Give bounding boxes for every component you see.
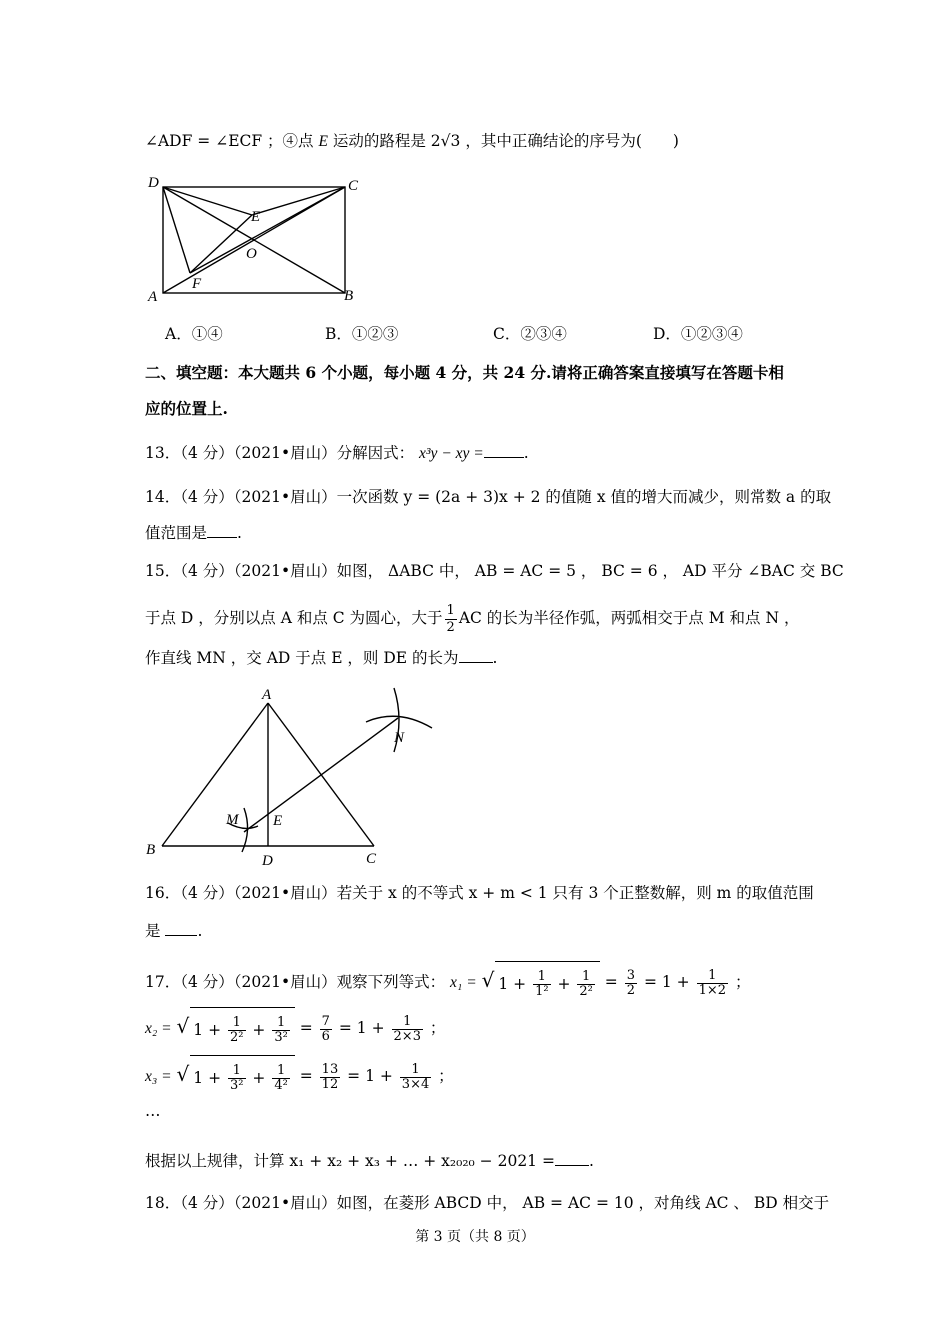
x2-r-d: 6 — [321, 1028, 330, 1044]
tri-label-b: B — [146, 842, 156, 858]
tri-label-d: D — [262, 853, 273, 869]
rectangle-figure — [140, 170, 370, 314]
sqrt-icon: √ — [481, 968, 495, 992]
q17-intro: 17．（4 分）（2021•眉山）观察下列等式： — [145, 973, 446, 991]
q17-blank[interactable] — [555, 1150, 589, 1166]
question-14-line-2 — [145, 522, 242, 544]
sqrt-icon: √ — [176, 1062, 190, 1086]
section2-heading-1: 二、填空题：本大题共 6 个小题，每小题 4 分，共 24 分.请将正确答案直接填写在答题卡相 — [145, 363, 784, 382]
x1-d: 2² — [579, 984, 593, 999]
question-17-line-1: 17．（4 分）（2021•眉山）观察下列等式： x₁ = √ 1 + $\frac{1}{\text{1²}}$ + $\frac{1}{\text{2²}}$ = $\frac{3}{2}$ = 1 + $\frac{1}{1\times 2}$ ； — [145, 958, 750, 1002]
x2-end: ； — [429, 1019, 446, 1037]
x1-r-d: 2 — [626, 982, 635, 998]
rect-label-f: F — [192, 276, 202, 292]
tri-label-c: C — [366, 851, 377, 867]
tri-label-a: A — [262, 687, 272, 703]
q17-rule-prefix: 根据以上规律，计算 x₁ + x₂ + x₃ + … + x₂₀₂₀ − 2021 = — [145, 1152, 555, 1170]
x3-b: 3² — [230, 1078, 244, 1093]
q15-blank[interactable] — [459, 647, 493, 663]
q12-options — [165, 322, 805, 344]
x2-lhs: x₂ = — [145, 1020, 172, 1037]
tri-label-e: E — [273, 813, 283, 829]
x3-radicand: 1 + $\frac{1}{\text{3²}}$ + $\frac{1}{\text{4²}}$ — [190, 1055, 295, 1100]
q15-line3-suffix: . — [492, 649, 498, 667]
tri-label-n: N — [394, 730, 405, 746]
x1-t-d: 1×2 — [698, 982, 727, 998]
rect-label-b: B — [344, 288, 354, 304]
q12-tail-line — [145, 130, 679, 153]
q13-blank[interactable] — [484, 442, 524, 458]
x1-c: 1 — [577, 970, 594, 985]
x2-radicand: 1 + $\frac{1}{\text{2²}}$ + $\frac{1}{\text{3²}}$ — [190, 1007, 295, 1052]
x3-t-d: 3×4 — [401, 1076, 430, 1092]
x2-t-d: 2×3 — [393, 1028, 421, 1044]
x2-t-n: 1 — [392, 1015, 423, 1030]
x3-c: 1 — [272, 1064, 289, 1079]
x1-mid: = 1 + — [643, 973, 690, 991]
q15-fraction — [445, 603, 457, 636]
x1-end: ； — [734, 973, 751, 991]
x3-a: 1 — [193, 1068, 204, 1087]
q13-suffix: . — [523, 444, 529, 462]
q15-line3-prefix: 作直线 MN ，交 AD 于点 E ，则 DE 的长为 — [145, 649, 459, 667]
x3-mid: = 1 + — [347, 1067, 393, 1085]
q17-rule-suffix: . — [588, 1152, 594, 1170]
q14-line2-suffix: . — [237, 524, 242, 542]
x1-lhs: x₁ = — [450, 974, 477, 991]
question-15-line-2 — [145, 597, 799, 639]
x2-c: 1 — [272, 1016, 289, 1031]
x3-t-n: 1 — [400, 1063, 431, 1078]
question-17-x2: x₂ = √ 1 + $\frac{1}{\text{2²}}$ + $\frac{1}{\text{3²}}$ = $\frac{7}{6}$ = 1 + $\frac{1}{2\times 3}$ ； — [145, 1004, 445, 1048]
triangle-figure — [140, 680, 440, 874]
x2-b: 2² — [230, 1030, 244, 1045]
rect-label-d: D — [148, 175, 159, 191]
q12-text-b: 运动的路程是 2√3 ，其中正确结论的序号为( ) — [327, 132, 679, 150]
q15-line2-a: 于点 D ，分别以点 A 和点 C 为圆心，大于 — [145, 609, 443, 627]
section2-heading-2: 应的位置上. — [145, 399, 228, 418]
x2-r-n: 7 — [321, 1013, 330, 1029]
q14-line2-prefix: 值范围是 — [145, 524, 208, 542]
x1-t-n: 1 — [697, 969, 728, 984]
q15-frac-den: 2 — [446, 619, 455, 635]
x3-end: ； — [438, 1067, 454, 1085]
x3-lhs: x₃ = — [145, 1068, 172, 1085]
option-a[interactable]: A．①④ — [165, 325, 223, 343]
rect-label-a: A — [148, 289, 158, 305]
q16-line2-suffix: . — [197, 922, 203, 940]
q16-blank[interactable] — [165, 920, 197, 936]
q13-prefix: 13．（4 分）（2021•眉山）分解因式： — [145, 444, 420, 462]
q15-line2-b: AC 的长为半径作弧，两弧相交于点 M 和点 N ， — [458, 609, 800, 627]
rect-label-c: C — [348, 178, 359, 194]
page-footer: 第 3 页（共 8 页） — [415, 1229, 535, 1245]
q12-var-e: E — [318, 133, 328, 150]
question-17-x3: x₃ = √ 1 + $\frac{1}{\text{3²}}$ + $\frac{1}{\text{4²}}$ = $\frac{13}{12}$ = 1 + $\frac{1}{3\times 4}$ ； — [145, 1052, 454, 1096]
question-16-line-2 — [145, 920, 202, 942]
rect-label-e: E — [251, 209, 261, 225]
sqrt-icon: √ — [176, 1014, 190, 1038]
question-17-rule — [145, 1150, 594, 1172]
x1-b: 1² — [535, 984, 549, 999]
q14-blank[interactable] — [207, 522, 237, 538]
question-13 — [145, 442, 529, 465]
x2-a: 1 — [193, 1020, 204, 1039]
x3-r-d: 12 — [321, 1076, 339, 1092]
question-14-line-1: 14．（4 分）（2021•眉山）一次函数 y = (2a + 3)x + 2 的值随 x 值的增大而减少，则常数 a 的取 — [145, 488, 832, 506]
x3-r-n: 13 — [321, 1061, 339, 1077]
question-16-line-1: 16．（4 分）（2021•眉山）若关于 x 的不等式 x + m < 1 只有 3 个正整数解，则 m 的取值范围 — [145, 884, 814, 902]
question-15-line-3 — [145, 647, 497, 669]
x2-d: 3² — [274, 1030, 288, 1045]
q12-text-a: ∠ADF = ∠ECF ；④点 — [145, 132, 319, 150]
tri-label-m: M — [226, 812, 239, 828]
x1-radicand: 1 + $\frac{1}{\text{1²}}$ + $\frac{1}{\text{2²}}$ — [495, 961, 600, 1006]
x1-a: 1 — [498, 974, 509, 993]
q15-frac-num: 1 — [446, 602, 455, 618]
x1-r-n: 3 — [626, 967, 635, 983]
q17-ellipsis: … — [145, 1102, 161, 1120]
rect-label-o: O — [246, 246, 257, 262]
option-c[interactable]: C．②③④ — [493, 325, 567, 343]
question-18-line-1: 18．（4 分）（2021•眉山）如图，在菱形 ABCD 中， AB = AC = 10 ，对角线 AC 、 BD 相交于 — [145, 1194, 830, 1212]
option-b[interactable]: B．①②③ — [325, 325, 399, 343]
option-d[interactable]: D．①②③④ — [653, 325, 743, 343]
x2-mid: = 1 + — [338, 1019, 385, 1037]
question-15-line-1: 15．（4 分）（2021•眉山）如图， ΔABC 中， AB = AC = 5 ， BC = 6 ， AD 平分 ∠BAC 交 BC — [145, 562, 844, 580]
x3-d: 4² — [274, 1078, 288, 1093]
q16-line2-prefix: 是 — [145, 922, 166, 940]
q13-expr: x³y − xy = — [419, 445, 484, 462]
